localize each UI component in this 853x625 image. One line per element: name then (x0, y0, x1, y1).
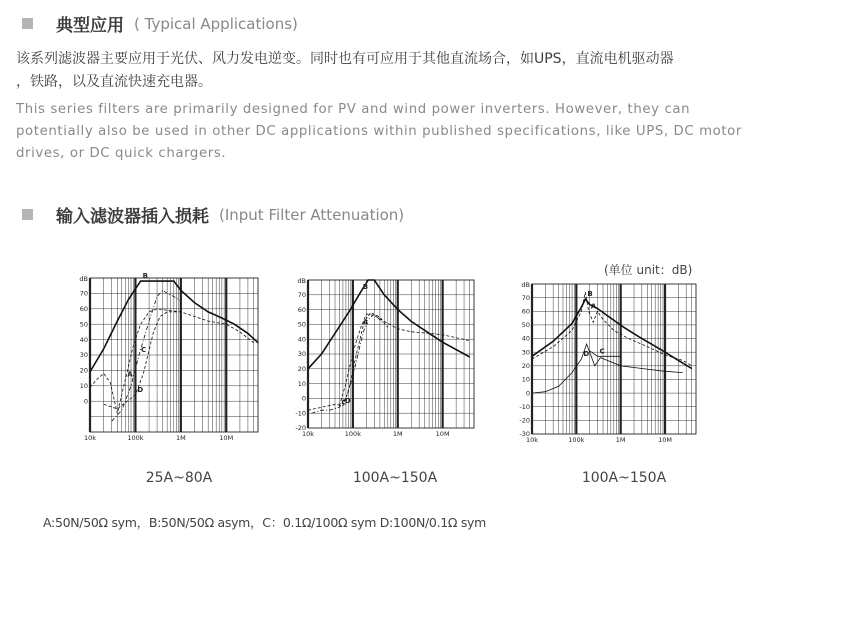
x-tick-label: 100k (344, 430, 361, 438)
chart-svg (515, 280, 706, 446)
series-b-line (532, 299, 692, 369)
unit-label: (单位 unit：dB) (604, 263, 693, 277)
y-tick-label: 20 (297, 365, 306, 373)
y-tick-label: 0 (525, 389, 530, 398)
attenuation-chart-1 (72, 272, 268, 444)
x-tick-label: 10M (219, 434, 234, 442)
series-b-label: B (587, 290, 593, 298)
chart-1-caption: 25A~80A (145, 470, 213, 486)
series-a-line (90, 309, 254, 414)
series-c-line (590, 351, 621, 357)
curve-legend: A:50N/50Ω sym，B:50N/50Ω asym，C：0.1Ω/100Ω sym D:100N/0.1Ω sym (43, 515, 487, 530)
bullet-square-icon (22, 209, 33, 220)
y-tick-label: -20 (295, 424, 306, 433)
x-tick-label: 1M (175, 434, 186, 442)
series-a-label: A (362, 318, 369, 327)
section-title-en: (Input Filter Attenuation) (219, 205, 405, 224)
y-tick-label: 30 (521, 348, 530, 357)
attenuation-chart-3 (515, 280, 706, 446)
y-tick-label: 60 (521, 307, 530, 316)
y-tick-label: 50 (297, 320, 306, 329)
series-c-label: C (141, 346, 147, 354)
x-tick-label: 1M (615, 436, 626, 444)
y-tick-label: 70 (297, 291, 306, 299)
y-tick-label: 30 (79, 351, 88, 360)
series-d-line (308, 313, 388, 411)
section-title-input-filter-attenuation (22, 202, 404, 227)
x-tick-label: 1M (392, 430, 403, 438)
x-tick-label: 100k (127, 434, 144, 442)
y-tick-label: 60 (297, 305, 306, 314)
series-d-label: D (137, 386, 144, 395)
y-tick-label: 20 (521, 362, 530, 371)
y-tick-label: -10 (519, 402, 530, 411)
x-tick-label: 10k (83, 434, 97, 442)
chart-svg (72, 272, 268, 444)
section-title-zh: 输入滤波器插入损耗 (56, 207, 209, 227)
paragraph-en-line-3: drives, or DC quick chargers. (16, 146, 227, 161)
x-tick-label: 10k (525, 436, 539, 444)
attenuation-chart-2 (290, 276, 484, 440)
x-tick-label: 10k (301, 430, 315, 438)
series-d-label: D (583, 350, 590, 358)
section-title-en: ( Typical Applications) (134, 14, 298, 33)
chart-3-caption: 100A~150A (581, 470, 667, 486)
paragraph-zh-line-2: ，铁路，以及直流快速充电器。 (16, 74, 212, 90)
y-tick-label: 70 (521, 293, 530, 302)
paragraph-en-line-2: potentially also be used in other DC applications within published specifications, like UPS, DC motor (16, 124, 742, 139)
series-c-line (112, 290, 181, 421)
series-b-label: B (362, 282, 369, 291)
y-tick-label: -30 (519, 430, 530, 439)
y-axis-label: dB (79, 275, 88, 283)
series-b-label: B (142, 272, 148, 281)
y-tick-label: 60 (79, 305, 88, 313)
section-title-typical-applications (22, 11, 298, 36)
series-c-label: C (341, 398, 347, 407)
y-tick-label: 20 (79, 366, 88, 375)
y-tick-label: 10 (521, 375, 530, 384)
y-tick-label: 50 (79, 320, 88, 329)
y-tick-label: -10 (295, 409, 306, 418)
paragraph-zh (16, 48, 836, 94)
x-tick-label: 10M (658, 436, 672, 444)
y-axis-label: dB (521, 281, 530, 289)
y-axis-label: dB (297, 277, 306, 285)
x-tick-label: 100k (568, 436, 585, 444)
y-tick-label: 0 (301, 394, 306, 403)
y-tick-label: 50 (521, 321, 530, 330)
y-tick-label: 40 (297, 335, 306, 344)
paragraph-zh-line-1: 该系列滤波器主要应用于光伏、风力发电逆变。同时也有可应用于其他直流场合，如UPS，直流电机驱动器 (16, 51, 674, 67)
y-tick-label: 0 (83, 397, 88, 406)
series-a-label: A (127, 370, 133, 379)
series-a-label: A (590, 302, 597, 311)
y-tick-label: 10 (79, 382, 88, 390)
paragraph-en (16, 99, 836, 165)
series-c-label: C (599, 347, 605, 356)
x-tick-label: 10M (435, 430, 450, 438)
chart-svg (290, 276, 484, 440)
y-tick-label: -20 (519, 416, 530, 425)
series-a-line (339, 314, 469, 406)
paragraph-en-line-1: This series filters are primarily designed for PV and wind power inverters. However, they can (16, 102, 691, 117)
chart-2-caption: 100A~150A (352, 470, 438, 486)
y-tick-label: 10 (297, 379, 306, 388)
y-tick-label: 70 (79, 289, 88, 298)
section-title-zh: 典型应用 (56, 16, 124, 36)
y-tick-label: 30 (297, 350, 306, 359)
series-d-label: D (344, 396, 351, 405)
y-tick-label: 40 (79, 335, 88, 344)
y-tick-label: 40 (521, 334, 530, 343)
bullet-square-icon (22, 18, 33, 29)
